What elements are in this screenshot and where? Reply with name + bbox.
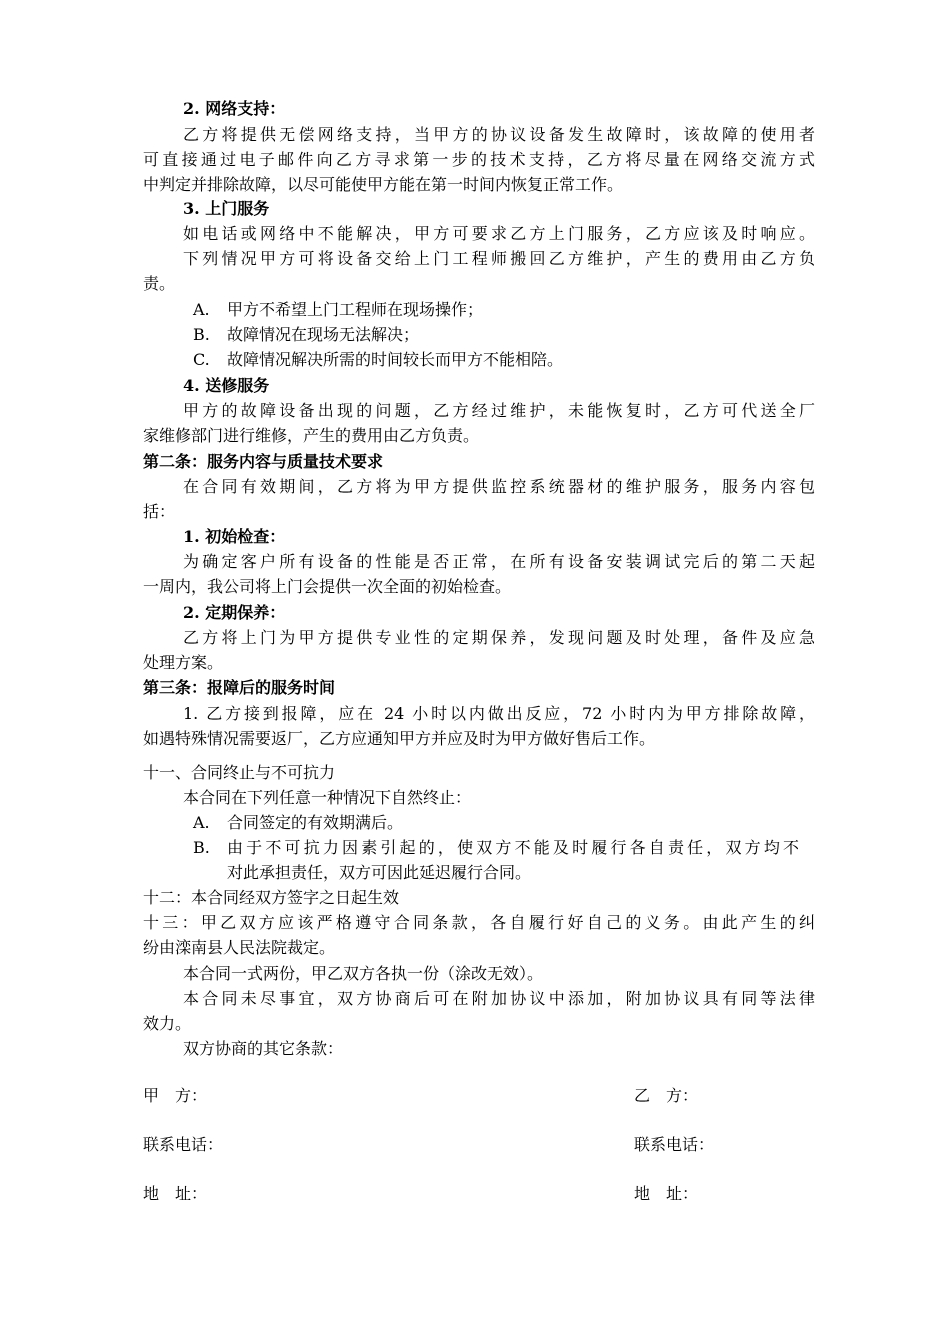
section-heading-repair-service: 4. 送修服务 <box>183 376 270 395</box>
paragraph-line: 可直接通过电子邮件向乙方寻求第一步的技术支持，乙方将尽量在网络交流方式 <box>143 150 815 169</box>
section-heading-maintenance: 2. 定期保养： <box>183 603 286 622</box>
section-heading-onsite-service: 3. 上门服务 <box>183 199 270 218</box>
paragraph-line: 处理方案。 <box>143 653 224 672</box>
party-b-label: 乙 方： <box>634 1086 699 1105</box>
paragraph-line: 一周内，我公司将上门会提供一次全面的初始检查。 <box>143 577 512 596</box>
party-b-phone-label: 联系电话： <box>634 1135 715 1154</box>
list-item: 合同签定的有效期满后。 <box>227 813 404 832</box>
paragraph-line: 1. 乙方接到报障，应在 24 小时以内做出反应，72 小时内为甲方排除故障， <box>183 704 815 723</box>
list-item: 故障情况在现场无法解决； <box>227 325 420 344</box>
supplement-line: 效力。 <box>143 1014 192 1033</box>
list-marker: A. <box>193 813 210 832</box>
supplement-line: 本合同未尽事宜，双方协商后可在附加协议中添加，附加协议具有同等法律 <box>183 989 815 1008</box>
paragraph-line: 甲方的故障设备出现的问题，乙方经过维护，未能恢复时，乙方可代送全厂 <box>183 401 815 420</box>
paragraph-line: 为确定客户所有设备的性能是否正常，在所有设备安装调试完后的第二天起 <box>183 552 815 571</box>
paragraph-line: 家维修部门进行维修，产生的费用由乙方负责。 <box>143 426 480 445</box>
list-marker: A. <box>193 300 210 319</box>
list-item: 甲方不希望上门工程师在现场操作； <box>227 300 484 319</box>
list-item: 由于不可抗力因素引起的，使双方不能及时履行各自责任，双方均不 <box>227 838 799 857</box>
party-a-label: 甲 方： <box>143 1086 208 1105</box>
other-terms-label: 双方协商的其它条款： <box>183 1039 344 1058</box>
party-b-address-label: 地 址： <box>634 1184 699 1203</box>
article-heading-2: 第二条：服务内容与质量技术要求 <box>143 452 384 471</box>
list-marker: B. <box>193 838 210 857</box>
list-item-continuation: 对此承担责任，双方可因此延迟履行合同。 <box>227 863 532 882</box>
clause-13-line: 十三：甲乙双方应该严格遵守合同条款，各自履行好自己的义务。由此产生的纠 <box>143 913 815 932</box>
paragraph-line: 下列情况甲方可将设备交给上门工程师搬回乙方维护，产生的费用由乙方负 <box>183 249 815 268</box>
paragraph-line: 乙方将提供无偿网络支持，当甲方的协议设备发生故障时，该故障的使用者 <box>183 125 815 144</box>
paragraph-line: 括： <box>143 502 176 521</box>
list-marker: B. <box>193 325 210 344</box>
list-item: 故障情况解决所需的时间较长而甲方不能相陪。 <box>227 350 564 369</box>
section-heading-initial-check: 1. 初始检查： <box>183 527 286 546</box>
paragraph-line: 本合同在下列任意一种情况下自然终止： <box>183 788 472 807</box>
paragraph-line: 中判定并排除故障，以尽可能使甲方能在第一时间内恢复正常工作。 <box>143 175 624 194</box>
paragraph-line: 如电话或网络中不能解决，甲方可要求乙方上门服务，乙方应该及时响应。 <box>183 224 815 243</box>
article-heading-3: 第三条：报障后的服务时间 <box>143 678 336 697</box>
clause-13-line: 纷由滦南县人民法院裁定。 <box>143 938 336 957</box>
paragraph-line: 责。 <box>143 274 176 293</box>
party-a-phone-label: 联系电话： <box>143 1135 224 1154</box>
party-a-address-label: 地 址： <box>143 1184 208 1203</box>
list-marker: C. <box>193 350 210 369</box>
paragraph-line: 在合同有效期间，乙方将为甲方提供监控系统器材的维护服务，服务内容包 <box>183 477 815 496</box>
clause-12: 十二：本合同经双方签字之日起生效 <box>143 888 400 907</box>
clause-heading-11: 十一、合同终止与不可抗力 <box>143 763 336 782</box>
copies-statement: 本合同一式两份，甲乙双方各执一份（涂改无效）。 <box>183 964 544 983</box>
section-heading-network-support: 2. 网络支持： <box>183 99 286 118</box>
paragraph-line: 乙方将上门为甲方提供专业性的定期保养，发现问题及时处理，备件及应急 <box>183 628 815 647</box>
paragraph-line: 如遇特殊情况需要返厂，乙方应通知甲方并应及时为甲方做好售后工作。 <box>143 729 656 748</box>
